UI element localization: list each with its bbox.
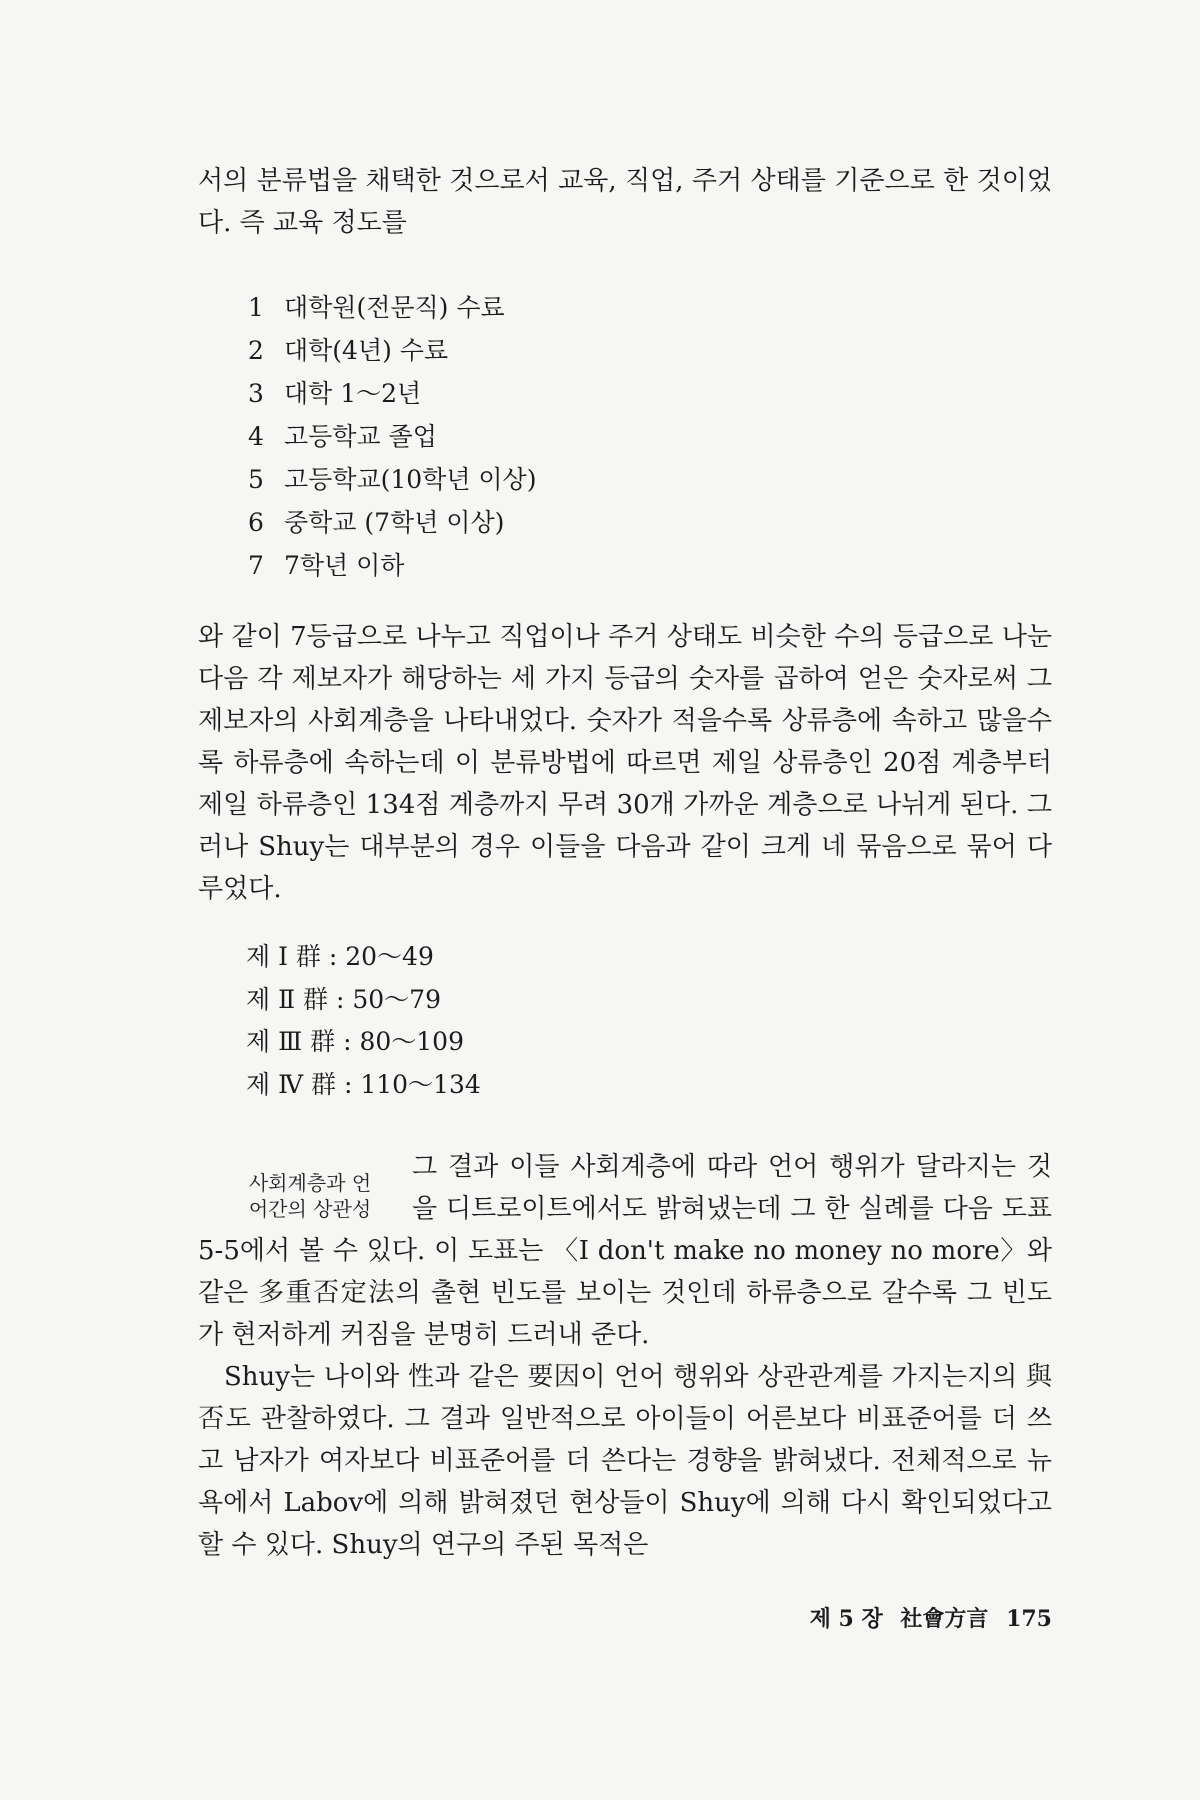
list-item: 2 대학(4년) 수료 [248, 336, 449, 365]
list-item: 제 Ⅳ 群 : 110～134 [246, 1069, 481, 1099]
list-item: 5 고등학교(10학년 이상) [248, 465, 537, 494]
margin-heading-line: 사회계층과 언 [248, 1171, 372, 1195]
group-list [246, 936, 481, 1106]
chapter-label: 제 5 장 [809, 1606, 883, 1632]
paragraph-classification [198, 616, 1052, 910]
list-item: 1 대학원(전문직) 수료 [248, 293, 505, 322]
paragraph-results [198, 1146, 1052, 1356]
margin-heading-line: 어간의 상관성 [248, 1197, 372, 1221]
paragraph-age-gender [198, 1356, 1052, 1566]
paragraph-text: Shuy는 나이와 性과 같은 要因이 언어 행위와 상관관계를 가지는지의 與否도 관찰하였다. 그 결과 일반적으로 아이들이 어른보다 비표준어를 더 쓰고 남자가 여자보다 비표준어를 더 쓴다는 경향을 밝혀냈다. 전체적으로 뉴욕에서 Labov에 의해 밝혀졌던 현상들이 Shuy에 의해 다시 확인되었다고 할 수 있다. Shuy의 연구의 주된 목적은 [198, 1362, 1052, 1560]
list-item: 4 고등학교 졸업 [248, 422, 437, 451]
list-item: 6 중학교 (7학년 이상) [248, 508, 505, 537]
paragraph-text: 그 결과 이들 사회계층에 따라 언어 행위가 달라지는 것을 디트로이트에서도 밝혀냈는데 그 한 실례를 다음 도표 5-5에서 볼 수 있다. 이 도표는 〈I don't make no money no more〉와 같은 多重否定法의 출현 빈도를 보이는 것인데 하류층으로 갈수록 그 빈도가 현저하게 커짐을 분명히 드러내 준다. [198, 1152, 1052, 1350]
list-item: 7 7학년 이하 [248, 551, 405, 580]
list-item: 3 대학 1～2년 [248, 379, 422, 408]
page-number: 175 [1006, 1606, 1052, 1632]
list-item: 제 Ⅲ 群 : 80～109 [246, 1027, 464, 1056]
education-level-list [248, 286, 536, 587]
page-footer [770, 1602, 1052, 1633]
paragraph-text: 와 같이 7등급으로 나누고 직업이나 주거 상태도 비슷한 수의 등급으로 나눈 다음 각 제보자가 해당하는 세 가지 등급의 숫자를 곱하여 얻은 숫자로써 그 제보자의 사회계층을 나타내었다. 숫자가 적을수록 상류층에 속하고 많을수록 하류층에 속하는데 이 분류방법에 따르면 제일 상류층인 20점 계층부터 제일 하류층인 134점 계층까지 무려 30개 가까운 계층으로 나뉘게 된다. 그러나 Shuy는 대부분의 경우 이들을 다음과 같이 크게 네 묶음으로 묶어 다루었다. [198, 622, 1052, 904]
chapter-title: 社會方言 [900, 1606, 989, 1632]
paragraph-text: 서의 분류법을 채택한 것으로서 교육, 직업, 주거 상태를 기준으로 한 것이었다. 즉 교육 정도를 [198, 166, 1052, 238]
list-item: 제 Ⅰ 群 : 20～49 [246, 942, 434, 971]
paragraph-intro [198, 160, 1052, 244]
list-item: 제 Ⅱ 群 : 50～79 [246, 984, 441, 1014]
